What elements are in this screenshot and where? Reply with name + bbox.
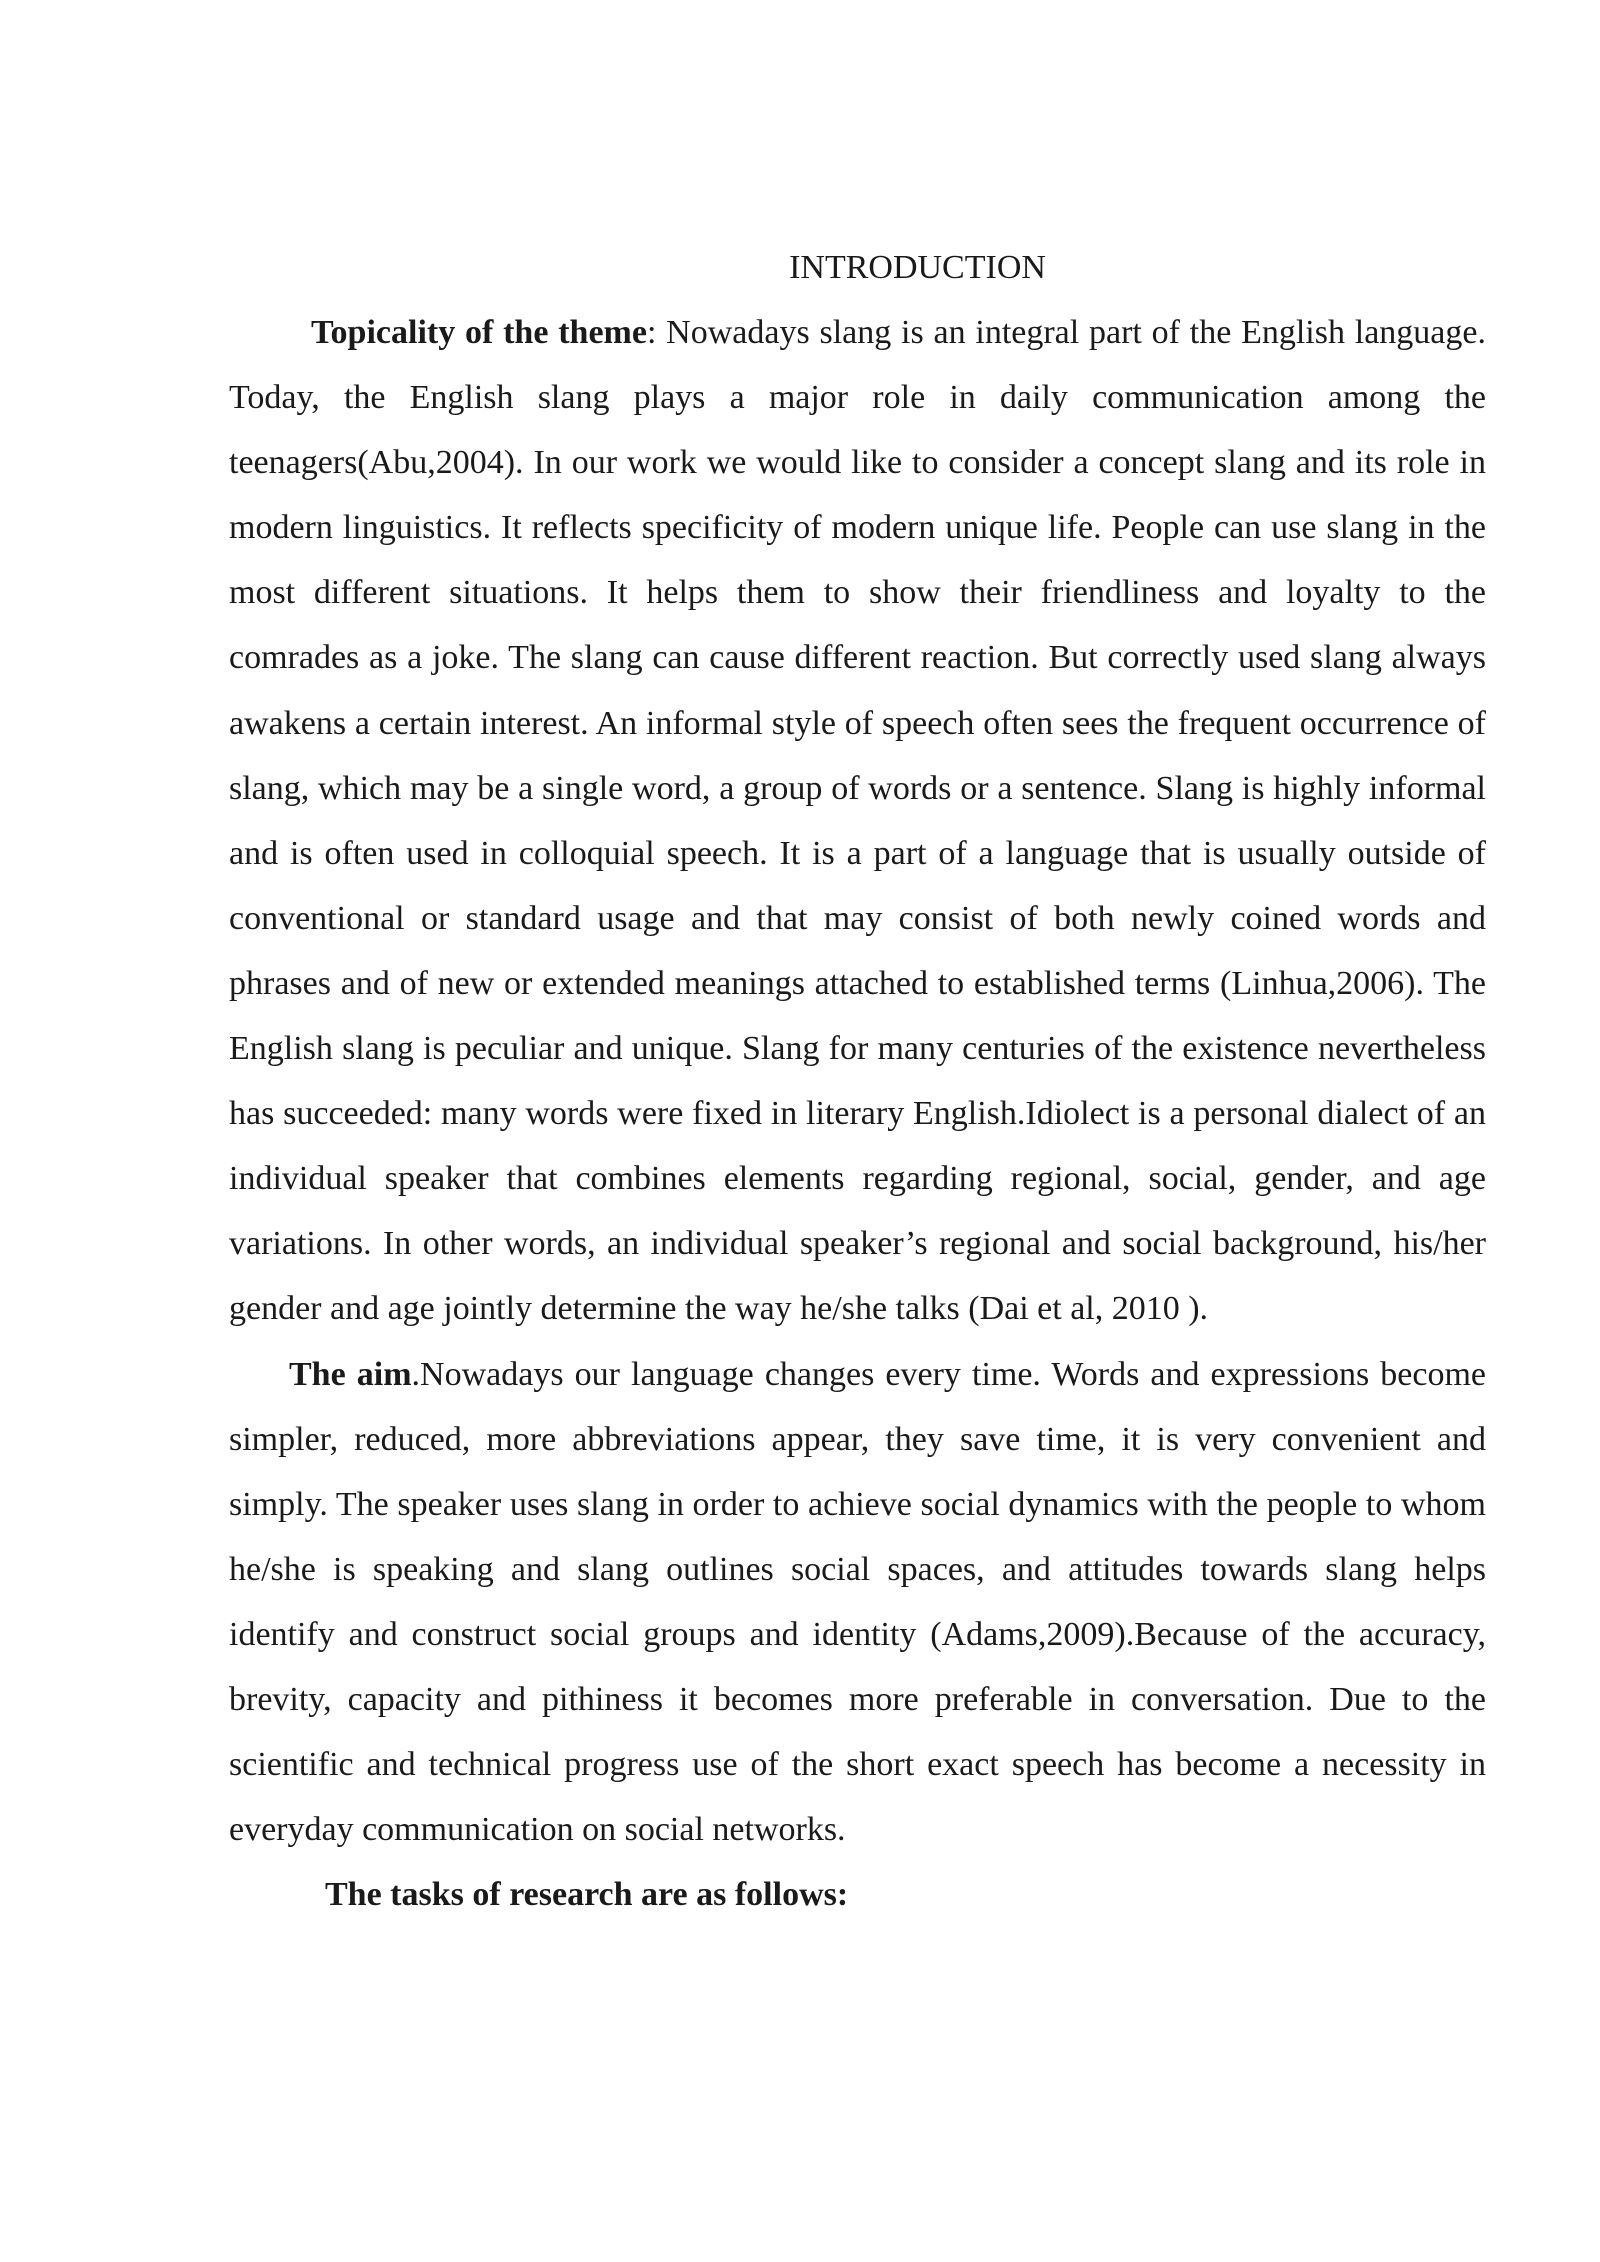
- page-title: INTRODUCTION: [789, 249, 1046, 286]
- topicality-text: : Nowadays slang is an integral part of the English language. Today, the English slang plays a major role in daily communication among the teenagers(Abu,2004). In our work we would like to consider a concept slang and its role in modern linguistics. It reflects specificity of modern unique life. People can use slang in the most different situations. It helps them to show their friendliness and loyalty to the comrades as a joke. The slang can cause different reaction. But correctly used slang always awakens a certain interest. An informal style of speech often sees the frequent occurrence of slang, which may be a single word, a group of words or a sentence. Slang is highly informal and is often used in colloquial speech. It is a part of a language that is usually outside of conventional or standard usage and that may consist of both newly coined words and phrases and of new or extended meanings attached to established terms (Linhua,2006). The English slang is peculiar and unique. Slang for many centuries of the existence nevertheless has succeeded: many words were fixed in literary English.Idiolect is a personal dialect of an individual speaker that combines elements regarding regional, social, gender, and age variations. In other words, an individual speaker’s regional and social background, his/her gender and age jointly determine the way he/she talks (Dai et al, 2010 ).: [229, 314, 1486, 1328]
- aim-text: .Nowadays our language changes every time. Words and expressions become simpler, reduced, more abbreviations appear, they save time, it is very convenient and simply. The speaker uses slang in order to achieve social dynamics with the people to whom he/she is speaking and slang outlines social spaces, and attitudes towards slang helps identify and construct social groups and identity (Adams,2009).Because of the accuracy, brevity, capacity and pithiness it becomes more preferable in conversation. Due to the scientific and technical progress use of the short exact speech has become a necessity in everyday communication on social networks.: [229, 1355, 1486, 1849]
- topicality-label: Topicality of the theme: [311, 314, 647, 351]
- aim-paragraph: [229, 1342, 1486, 1863]
- document-body: [229, 236, 1486, 1927]
- tasks-heading: The tasks of research are as follows:: [325, 1876, 849, 1914]
- topicality-paragraph: [229, 300, 1486, 1342]
- aim-label: The aim: [289, 1355, 412, 1393]
